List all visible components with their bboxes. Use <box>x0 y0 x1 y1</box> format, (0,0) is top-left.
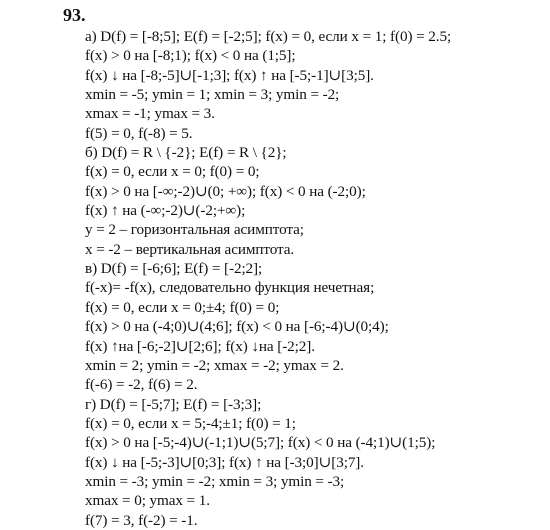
solution-line: а) D(f) = [-8;5]; E(f) = [-2;5]; f(x) = 0, если x = 1; f(0) = 2.5; <box>85 28 452 45</box>
solution-line: f(x) > 0 на [-5;-4)∪(-1;1)∪(5;7]; f(x) < 0 на (-4;1)∪(1;5); <box>85 434 436 452</box>
solution-line: xmin = -3; ymin = -2; xmin = 3; ymin = -3; <box>85 472 345 490</box>
solution-line: xmin = 2; ymin = -2; xmax = -2; ymax = 2. <box>85 356 344 374</box>
solution-text <box>85 27 451 530</box>
solution-line: f(x) > 0 на [-8;1); f(x) < 0 на (1;5]; <box>85 47 296 65</box>
solution-line: f(-x)= -f(x), следовательно функция нечетная; <box>85 279 375 297</box>
solution-line: f(x) > 0 на [-∞;-2)∪(0; +∞); f(x) < 0 на (-2;0); <box>85 182 366 200</box>
solution-line: f(x) ↓ на [-5;-3]∪[0;3]; f(x) ↑ на [-3;0]∪[3;7]. <box>85 453 364 471</box>
solution-line: f(-6) = -2, f(6) = 2. <box>85 376 198 394</box>
solution-line: y = 2 – горизонтальная асимптота; <box>85 221 304 239</box>
solution-line: б) D(f) = R \ {-2}; E(f) = R \ {2}; <box>85 144 287 162</box>
solution-line: в) D(f) = [-6;6]; E(f) = [-2;2]; <box>85 260 263 278</box>
solution-line: f(x) = 0, если x = 0;±4; f(0) = 0; <box>85 298 280 316</box>
solution-line: f(x) > 0 на (-4;0)∪(4;6]; f(x) < 0 на [-6;-4)∪(0;4); <box>85 318 389 336</box>
solution-line: f(5) = 0, f(-8) = 5. <box>85 124 193 142</box>
solution-line: f(x) ↑ на (-∞;-2)∪(-2;+∞); <box>85 202 246 220</box>
solution-line: xmax = -1; ymax = 3. <box>85 105 215 123</box>
problem-number: 93. <box>63 5 86 25</box>
solution-line: x = -2 – вертикальная асимптота. <box>85 240 295 258</box>
solution-line: г) D(f) = [-5;7]; E(f) = [-3;3]; <box>85 395 262 413</box>
solution-line: f(x) ↑на [-6;-2]∪[2;6]; f(x) ↓на [-2;2]. <box>85 337 315 355</box>
solution-line: f(7) = 3, f(-2) = -1. <box>85 511 198 529</box>
solution-line: f(x) = 0, если x = 0; f(0) = 0; <box>85 163 260 181</box>
solution-line: f(x) ↓ на [-8;-5]∪[-1;3]; f(x) ↑ на [-5;-1]∪[3;5]. <box>85 66 374 84</box>
solution-line: xmin = -5; ymin = 1; xmin = 3; ymin = -2; <box>85 86 340 104</box>
solution-line: xmax = 0; ymax = 1. <box>85 492 210 510</box>
solution-line: f(x) = 0, если x = 5;-4;±1; f(0) = 1; <box>85 414 296 432</box>
